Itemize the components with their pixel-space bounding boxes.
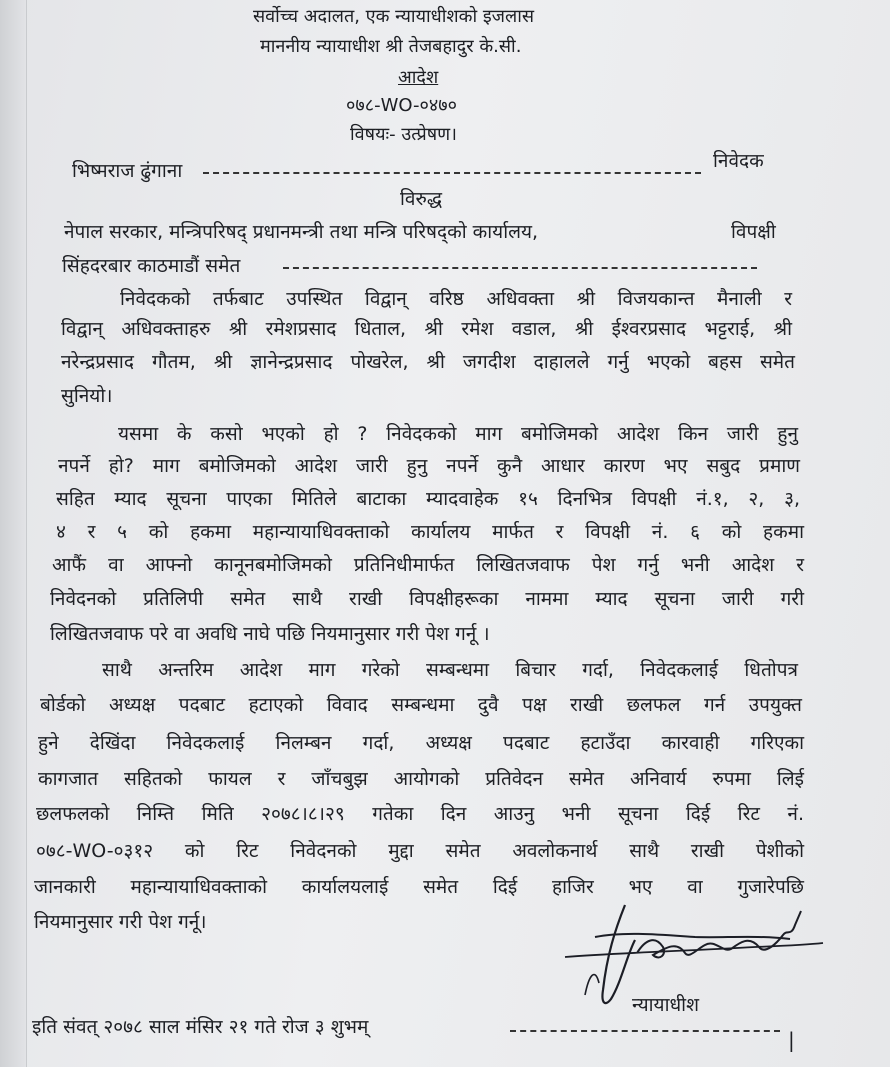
para1-line-4: सुनियो। (61, 385, 113, 407)
petitioner-role: निवेदक (713, 150, 764, 172)
para3-line-8: नियमानुसार गरी पेश गर्नू। (34, 911, 207, 933)
para3-line-7: जानकारी महान्यायाधिवक्ताको कार्यालयलाई समेत दिई हाजिर भए वा गुजारेपछि (34, 876, 804, 898)
para2-line-1: यसमा के कसो भएको हो ? निवेदकको माग बमोजिमको आदेश किन जारी हुनु (118, 423, 798, 445)
para3-line-6: ०७८-WO-०३१२ को रिट निवेदनको मुद्दा समेत अवलोकनार्थ साथै राखी पेशीको (36, 840, 804, 862)
signature-title: न्यायाधीश (632, 994, 700, 1016)
para2-line-6: निवेदनको प्रतिलिपी समेत साथै राखी विपक्षीहरूका नाममा म्याद सूचना जारी गरी (50, 588, 804, 610)
para2-line-7: लिखितजवाफ परे वा अवधि नाघे पछि नियमानुसार गरी पेश गर्नू । (50, 623, 490, 645)
court-name: सर्वोच्च अदालत, एक न्यायाधीशको इजलास (253, 6, 535, 27)
footer-date-line: इति संवत् २०७८ साल मंसिर २१ गते रोज ३ शुभम् (32, 1016, 369, 1038)
respondent-role: विपक्षी (731, 221, 776, 243)
para3-line-4: कागजात सहितको फायल र जाँचबुझ आयोगको प्रतिवेदन समेत अनिवार्य रुपमा लिई (38, 768, 804, 790)
para2-line-5: आफैं वा आफ्नो कानूनबमोजिमको प्रतिनिधीमार्फत लिखितजवाफ पेश गर्नु भनी आदेश र (52, 554, 804, 576)
respondent-line-1: नेपाल सरकार, मन्त्रिपरिषद् प्रधानमन्त्री तथा मन्त्रि परिषद्को कार्यालय, (64, 221, 539, 243)
para3-line-3: हुने देखिंदा निवेदकलाई निलम्बन गर्दा, अध्यक्ष पदबाट हटाउँदा कारवाही गरिएका (38, 732, 804, 754)
para3-line-2: बोर्डको अध्यक्ष पदबाट हटाएको विवाद सम्बन्धमा दुवै पक्ष राखी छलफल गर्न उपयुक्त (40, 694, 802, 716)
justice-name: माननीय न्यायाधीश श्री तेजबहादुर के.सी. (260, 36, 522, 57)
para2-line-3: सहित म्याद सूचना पाएका मितिले बाटाका म्यादवाहेक १५ दिनभित्र विपक्षी नं.१, २, ३, (56, 488, 800, 510)
versus-label: विरुद्ध (400, 188, 443, 210)
document-type: आदेश (398, 67, 439, 88)
petitioner-dash-line (203, 172, 701, 174)
respondent-line-2: सिंहदरबार काठमाडौं समेत (62, 255, 241, 277)
petitioner-name: भिष्मराज ढुंगाना (72, 160, 183, 182)
page-binding-edge (0, 0, 27, 1067)
footer-dash-line (510, 1030, 780, 1032)
subject: विषयः- उत्प्रेषण। (350, 124, 457, 145)
para3-line-5: छलफलको निम्ति मिति २०७८।८।२९ गतेका दिन आउनु भनी सूचना दिई रिट नं. (36, 803, 804, 825)
para2-line-2: नपर्ने हो? माग बमोजिमको आदेश जारी हुनु नपर्ने कुनै आधार कारण भए सबुद प्रमाण (58, 455, 800, 477)
para1-line-2: विद्वान् अधिवक्ताहरु श्री रमेशप्रसाद धिताल, श्री रमेश वडाल, श्री ईश्वरप्रसाद भट्टराई, श्री (61, 318, 792, 340)
para3-line-1: साथै अन्तरिम आदेश माग गरेको सम्बन्धमा बिचार गर्दा, निवेदकलाई धितोपत्र (102, 659, 798, 681)
para2-line-4: ४ र ५ को हकमा महान्यायाधिवक्ताको कार्यालय मार्फत र विपक्षी नं. ६ को हकमा (56, 521, 804, 543)
para1-line-3: नरेन्द्रप्रसाद गौतम, श्री ज्ञानेन्द्रप्रसाद पोखरेल, श्री जगदीश दाहालले गर्नु भएको बहस समेत (61, 351, 795, 373)
respondent-dash-line (283, 267, 757, 269)
para1-line-1: निवेदकको तर्फबाट उपस्थित विद्वान् वरिष्ठ अधिवक्ता श्री विजयकान्त मैनाली र (120, 288, 792, 310)
case-number: ०७८-WO-०४७० (346, 95, 457, 116)
footer-end-mark: | (788, 1028, 795, 1052)
